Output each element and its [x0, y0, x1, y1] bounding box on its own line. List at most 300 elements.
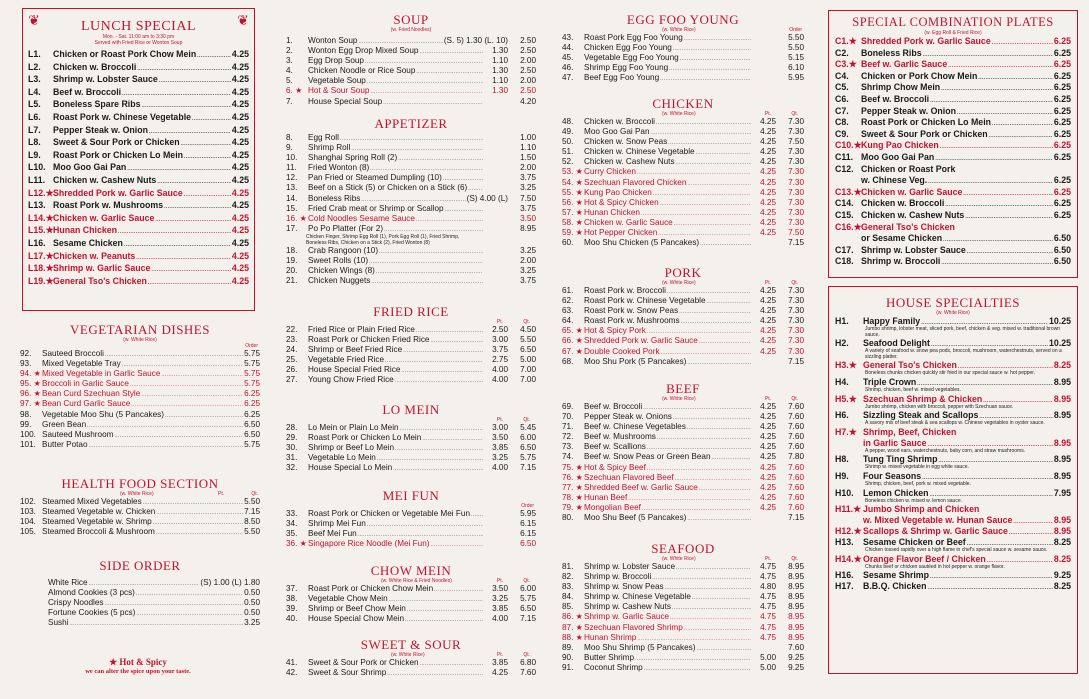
- leader-dots: [1009, 526, 1053, 537]
- menu-item: [835, 117, 1071, 129]
- item-price-large: 7.30: [788, 187, 804, 197]
- menu-item: [28, 136, 249, 149]
- menu-item: [562, 326, 804, 336]
- item-price: 8.95: [1053, 515, 1071, 526]
- appetizer-list: [286, 133, 536, 234]
- item-price-small: 4.80: [760, 582, 776, 592]
- leader-dots: [948, 59, 1053, 71]
- item-number: 41.: [286, 658, 298, 667]
- menu-item: [286, 163, 536, 173]
- item-name: Hunan Chicken: [584, 207, 640, 217]
- item-number: 1.: [286, 36, 293, 45]
- item-name: Wonton Egg Drop Mixed Soup: [308, 46, 419, 56]
- menu-item: [20, 608, 260, 618]
- item-name: Roast Pork w. Mushrooms: [53, 200, 164, 211]
- item-name: Mixed Vegetable Tray: [42, 359, 121, 369]
- menu-item: [562, 33, 804, 43]
- item-name: Moo Goo Gai Pan: [53, 162, 127, 173]
- item-price: 8.25: [1053, 581, 1071, 592]
- item-price: 8.95: [1053, 410, 1071, 421]
- item-name: Vegetable Lo Mein: [308, 453, 376, 463]
- item-name: Vegetable Soup: [308, 76, 366, 86]
- item-name: Sweet & Sour Shrimp: [308, 668, 387, 678]
- item-name: Shrimp Chow Mein: [861, 82, 941, 93]
- menu-item: [28, 275, 249, 288]
- appetizer-list-2: [286, 246, 536, 286]
- item-number: L14.★: [28, 212, 54, 223]
- menu-item: [286, 668, 536, 678]
- leader-dots: [136, 608, 243, 618]
- item-price-small: 1.30: [492, 46, 508, 56]
- item-number: 70.: [562, 412, 574, 422]
- leader-dots: [647, 463, 751, 473]
- leader-dots: [643, 402, 751, 412]
- item-price: 6.25: [1053, 36, 1071, 46]
- item-number: 11.: [286, 163, 297, 173]
- item-price-large: 5.45: [520, 423, 536, 432]
- leader-dots: [692, 592, 751, 602]
- corner-ornament-icon: ❦: [28, 12, 40, 28]
- item-price-small: 3.85: [492, 604, 508, 614]
- menu-item: [562, 653, 804, 663]
- item-number: 22.: [286, 325, 298, 334]
- item-price-large: 3.25: [520, 245, 536, 255]
- leader-dots: [105, 349, 243, 359]
- menu-item: [562, 336, 804, 346]
- item-name: Chicken w. Cashew Nuts: [584, 157, 675, 167]
- leader-dots: [184, 187, 231, 200]
- menu-item: [286, 335, 536, 345]
- menu-item: [28, 212, 249, 225]
- leader-dots: [679, 306, 751, 316]
- leader-dots: [676, 562, 751, 572]
- mei-fun-title: MEI FUN: [382, 488, 440, 503]
- side-list: [20, 578, 260, 628]
- item-number: 20.: [286, 266, 298, 276]
- item-name: Kung Pao Chicken: [861, 140, 939, 151]
- side-order-section: [20, 558, 260, 628]
- menu-item: [835, 488, 1071, 499]
- menu-item: [562, 157, 804, 167]
- item-name: Szechuan Shrimp & Chicken: [863, 393, 983, 404]
- item-number: 19.: [286, 256, 298, 266]
- item-name: Sesame Chicken: [53, 237, 123, 248]
- item-price-small: 3.75: [492, 345, 508, 355]
- leader-dots: [978, 71, 1053, 83]
- item-name: Butter Potao: [42, 439, 88, 449]
- item-number: 102.: [20, 497, 36, 506]
- menu-item: [835, 233, 1071, 245]
- item-price-large: 6.00: [520, 433, 536, 443]
- item-number: 69.: [562, 402, 574, 411]
- item-price-large: 3.75: [520, 276, 536, 286]
- item-name: Chicken or Roast Pork: [861, 163, 956, 174]
- item-price-small: 3.85: [492, 658, 508, 667]
- item-price-large: 2.50: [520, 36, 536, 45]
- leader-dots: [930, 94, 1053, 106]
- item-number: C5.: [835, 82, 849, 93]
- item-name: Sweet & Sour Pork or Chicken: [53, 137, 180, 148]
- item-price-large: 4.20: [520, 96, 536, 106]
- item-name: Vegetable Chow Mein: [308, 594, 388, 604]
- vegetarian-sub: (w. White Rice): [123, 337, 157, 343]
- menu-item: [286, 375, 536, 385]
- item-number: 85.: [562, 602, 574, 612]
- item-name: Shrimp w. Garlic Sauce: [53, 263, 151, 274]
- menu-item: [562, 188, 804, 198]
- menu-item: [20, 588, 260, 598]
- item-name: Steamed Vegetable w. Chicken: [42, 507, 156, 517]
- item-name: Chicken Noodle or Rice Soup: [308, 66, 416, 76]
- item-number: H17.: [835, 581, 854, 592]
- column-3: [556, 0, 810, 699]
- menu-item: [20, 359, 260, 369]
- item-price-large: 5.50: [788, 33, 804, 42]
- item-number: 42.: [286, 668, 298, 678]
- menu-item: [286, 604, 536, 614]
- item-price-small: 4.25: [760, 187, 776, 197]
- leader-dots: [641, 208, 751, 218]
- leader-dots: [361, 194, 465, 204]
- chicken-h1: Pt.: [764, 111, 771, 117]
- lo-mein-list: [286, 423, 536, 473]
- leader-dots: [393, 463, 483, 473]
- leader-dots: [377, 453, 483, 463]
- sweet-sour-list: [286, 658, 536, 678]
- item-price: 4.25: [231, 212, 249, 223]
- item-name: Shrimp or Beef Lo Mein: [308, 443, 395, 453]
- item-number: 30.: [286, 443, 298, 453]
- item-price-large: 7.60: [788, 422, 804, 432]
- leader-dots: [395, 443, 483, 453]
- leader-dots: [69, 618, 243, 628]
- item-price-small: 5.00: [760, 652, 776, 662]
- item-name: Fortune Cookies (5 pcs): [48, 608, 136, 618]
- lunch-special-box: [22, 8, 255, 311]
- beef-sub: (w. White Rice): [662, 396, 696, 402]
- item-number: 62.: [562, 296, 574, 306]
- chow-mein-list: [286, 584, 536, 624]
- egg-foo-young-title: EGG FOO YOUNG: [626, 12, 740, 27]
- menu-item: [562, 357, 804, 367]
- mei-fun-section: [286, 488, 536, 549]
- item-name: Mongolian Beef: [584, 502, 641, 512]
- menu-item: [835, 48, 1071, 60]
- item-price-small: 4.25: [760, 442, 776, 452]
- item-price-small: 4.25: [760, 402, 776, 411]
- item-price: 6.50: [244, 429, 260, 439]
- item-name: Cold Noodles Sesame Sauce: [308, 213, 415, 223]
- item-price-large: 7.15: [788, 356, 804, 366]
- item-price: 4.25: [231, 74, 249, 85]
- item-name: Kung Pao Chicken: [584, 187, 652, 197]
- item-name: Roast Pork or Chicken Chow Mein: [308, 584, 434, 593]
- menu-item: [286, 97, 536, 107]
- item-name: Roast Pork w. Chinese Vegetable: [53, 111, 192, 122]
- menu-item: [562, 347, 804, 357]
- item-price-large: 2.00: [520, 256, 536, 266]
- item-name: General Tso's Chicken: [861, 221, 955, 232]
- menu-item: [562, 178, 804, 188]
- menu-item: [286, 224, 536, 234]
- menu-item: [286, 325, 536, 335]
- item-name: Green Bean: [42, 419, 87, 429]
- menu-item: [835, 94, 1071, 106]
- item-name: Orange Flavor Beef / Chicken: [863, 553, 986, 564]
- item-name: Shrimp w. Cashew Nuts: [584, 602, 671, 612]
- chicken-sub: (w. White Rice): [662, 111, 696, 117]
- leader-dots: [136, 250, 231, 263]
- item-name: Shanghai Spring Roll (2): [308, 153, 398, 163]
- item-price-large: 7.30: [788, 177, 804, 187]
- menu-item: [835, 129, 1071, 141]
- menu-item: [562, 452, 804, 462]
- combo-title: SPECIAL COMBINATION PLATES: [852, 15, 1054, 29]
- item-name: Chicken w. Garlic Sauce: [584, 217, 673, 227]
- item-price-large: 2.00: [520, 76, 536, 86]
- item-price: 4.25: [231, 86, 249, 97]
- leader-dots: [416, 214, 483, 224]
- menu-item: [28, 61, 249, 74]
- leader-dots: [400, 423, 483, 433]
- combo-sub: (w. Egg Roll & Fried Rice): [924, 30, 982, 36]
- item-price-small: 4.25: [760, 422, 776, 432]
- item-number: L2.: [28, 61, 41, 72]
- menu-item: [835, 427, 1071, 438]
- menu-item: [562, 198, 804, 208]
- item-number: 48.: [562, 117, 574, 126]
- item-name: Shrimp w. Lobster Sauce: [53, 74, 158, 85]
- menu-item: [286, 509, 536, 519]
- item-number: H8.: [835, 454, 849, 465]
- fried-rice-h1: Pt.: [496, 319, 503, 325]
- item-price-small: 4.25: [760, 137, 776, 147]
- leader-dots: [945, 198, 1053, 210]
- menu-item: [286, 584, 536, 594]
- menu-item: [562, 53, 804, 63]
- item-number: 46.: [562, 63, 574, 73]
- item-price: 6.25: [1053, 82, 1071, 93]
- item-price-large: 7.30: [788, 157, 804, 167]
- item-price: 6.25: [1053, 47, 1071, 58]
- fried-rice-title: FRIED RICE: [373, 304, 449, 319]
- item-number: 26.: [286, 365, 298, 375]
- platter-note: Chicken Finger, Shrimp Egg Roll (1), Pork Egg Roll (1), Fried Shrimp, Boneless Ribs, Chicken on a Stick (2), Fried Wonton (8): [306, 233, 460, 246]
- item-price-large: 7.60: [788, 482, 804, 492]
- item-price: 4.25: [231, 237, 249, 248]
- leader-dots: [930, 570, 1053, 581]
- spice-note: we can alter the spice upon your taste.: [85, 668, 191, 675]
- menu-item: [562, 63, 804, 73]
- spice-footer: [38, 657, 238, 675]
- item-price-large: 7.15: [520, 614, 536, 624]
- item-name: Beef w. Snow Peas or Green Bean: [584, 452, 711, 462]
- menu-item: [20, 497, 260, 507]
- leader-dots: [445, 204, 483, 214]
- menu-item: [562, 43, 804, 53]
- item-price-large: 7.30: [788, 346, 804, 356]
- leader-dots: [1013, 515, 1052, 526]
- item-name: Hot & Spicy Chicken: [584, 197, 659, 207]
- menu-item: [562, 228, 804, 238]
- item-number: H10.: [835, 487, 854, 498]
- item-price: (S) 1.00 (L) 1.80: [200, 578, 260, 587]
- lo-mein-title: LO MEIN: [382, 402, 440, 417]
- menu-item: [20, 578, 260, 588]
- item-name: Crispy Noodles: [48, 598, 104, 608]
- menu-item: [835, 59, 1071, 71]
- chow-mein-section: [286, 563, 536, 624]
- vegetarian-colh: Order: [245, 343, 258, 349]
- item-number: 7.: [286, 96, 293, 106]
- item-price: 6.25: [244, 399, 260, 409]
- item-name: Szechuan Flavored Chicken: [584, 177, 687, 187]
- item-price: 8.95: [1053, 526, 1071, 537]
- item-number: 16. ★: [286, 213, 307, 223]
- item-number: 79. ★: [562, 502, 583, 512]
- leader-dots: [403, 345, 483, 355]
- item-price-large: 7.60: [520, 668, 536, 678]
- item-price: 5.50: [244, 497, 260, 506]
- menu-item: [286, 519, 536, 529]
- leader-dots: [365, 56, 483, 66]
- item-number: 4.: [286, 66, 293, 76]
- beef-h2: Qt.: [791, 396, 798, 402]
- item-name: Beef Mei Fun: [308, 529, 357, 539]
- item-price-small: 4.25: [760, 296, 776, 306]
- leader-dots: [181, 136, 231, 149]
- leader-dots: [940, 140, 1053, 152]
- leader-dots: [669, 63, 751, 73]
- item-number: C14.: [835, 198, 854, 209]
- item-number: 25.: [286, 355, 298, 365]
- item-price-large: 2.00: [520, 163, 536, 173]
- leader-dots: [675, 473, 751, 483]
- menu-item: [562, 592, 804, 602]
- item-price: 6.25: [1053, 70, 1071, 81]
- menu-item: [286, 76, 536, 86]
- item-price: 4.25: [231, 225, 249, 236]
- item-number: 98.: [20, 409, 32, 419]
- leader-dots: [699, 483, 751, 493]
- item-name: Young Chow Fried Rice: [308, 375, 394, 385]
- leader-dots: [967, 245, 1053, 257]
- item-price-large: 3.25: [520, 266, 536, 276]
- item-price-small: 4.00: [492, 614, 508, 624]
- item-description: Shrimp, chicken, beef w. mixed vegetables.: [865, 386, 961, 393]
- item-description: Jumbo shrimp, chicken with broccoli, pepper with Szechuan sauce.: [865, 403, 1014, 410]
- item-name: Jumbo Shrimp and Chicken: [863, 504, 980, 515]
- menu-item: [20, 399, 260, 409]
- beef-list: [562, 402, 804, 523]
- item-number: 94. ★: [20, 369, 41, 379]
- item-price-large: 7.30: [788, 336, 804, 346]
- item-number: C9.: [835, 128, 849, 139]
- item-number: H11.★: [835, 504, 861, 515]
- item-number: 86. ★: [562, 612, 583, 622]
- house-list: [835, 316, 1071, 592]
- item-name: Shrimp w. Broccoli: [861, 256, 941, 267]
- item-price-large: 8.95: [788, 612, 804, 622]
- item-price-large: 7.30: [788, 117, 804, 126]
- menu-item: [20, 507, 260, 517]
- item-description: Boneless chicken w. mixed w. lemon sauce.: [865, 497, 962, 504]
- leader-dots: [431, 335, 484, 345]
- leader-dots: [358, 529, 483, 539]
- seafood-list: [562, 562, 804, 673]
- menu-item: [20, 618, 260, 628]
- item-number: 21.: [286, 276, 298, 286]
- menu-item: [562, 306, 804, 316]
- item-name: Chicken w. Chinese Vegetable: [584, 147, 695, 157]
- leader-dots: [370, 86, 483, 96]
- menu-item: [286, 355, 536, 365]
- item-name: Roast Pork or Chicken Lo Mein: [53, 149, 184, 160]
- item-price: 0.50: [244, 608, 260, 618]
- leader-dots: [983, 394, 1053, 405]
- menu-item: [20, 527, 260, 537]
- item-price-small: 3.25: [492, 453, 508, 463]
- item-name: Triple Crown: [863, 376, 917, 387]
- leader-dots: [684, 33, 751, 43]
- item-price-large: 9.25: [788, 652, 804, 662]
- item-price-large: 5.00: [520, 355, 536, 365]
- menu-item: [286, 86, 536, 96]
- item-name: Vegetable Egg Foo Young: [584, 53, 679, 63]
- item-price-small: 4.25: [760, 336, 776, 346]
- item-number: 90.: [562, 652, 574, 662]
- item-name: Bean Curd Garlic Sauce: [42, 399, 131, 409]
- menu-item: [20, 369, 260, 379]
- item-price-small: 4.25: [760, 207, 776, 217]
- item-price-large: 7.15: [788, 513, 804, 523]
- menu-item: [835, 210, 1071, 222]
- leader-dots: [712, 452, 751, 462]
- leader-dots: [143, 497, 243, 507]
- item-name: w. Mixed Vegetable w. Hunan Sauce: [863, 515, 1013, 526]
- item-price-large: 7.60: [788, 462, 804, 472]
- item-name: Roast Pork or Chicken Lo Mein: [308, 433, 422, 443]
- item-price-large: 7.50: [788, 228, 804, 238]
- leader-dots: [674, 218, 751, 228]
- item-price: 0.50: [244, 588, 260, 598]
- item-name: Boneless Ribs: [861, 47, 922, 58]
- menu-item: [562, 562, 804, 572]
- egg-foo-young-list: [562, 33, 804, 83]
- item-name: Wonton Soup: [308, 36, 358, 45]
- leader-dots: [131, 399, 243, 409]
- menu-item: [562, 218, 804, 228]
- pork-h1: Pt.: [764, 280, 771, 286]
- item-number: 67. ★: [562, 346, 583, 356]
- leader-dots: [159, 73, 231, 86]
- leader-dots: [420, 658, 483, 668]
- item-price-small: 4.00: [492, 463, 508, 473]
- menu-item: [28, 149, 249, 162]
- menu-item: [286, 463, 536, 473]
- item-description: Chunks beef or chicken sautéed in hot pepper w. orange flavor.: [865, 563, 1005, 570]
- menu-item: [562, 73, 804, 83]
- item-name: Moo Goo Gai Pan: [861, 151, 935, 162]
- menu-item: [562, 286, 804, 296]
- item-name: Shredded Pork w. Garlic Sauce: [584, 336, 698, 346]
- item-name: Szechuan Flavored Beef: [584, 472, 674, 482]
- item-number: 35.: [286, 529, 298, 539]
- item-name: Sweet & Sour Pork or Chicken: [308, 658, 419, 667]
- combo-list: [835, 36, 1071, 268]
- item-description: A variety of seafood w. snow pea pods, broccoli, mushroom, waterchestnuts, served on a sizzling platter.: [865, 348, 1062, 360]
- menu-item: [286, 143, 536, 153]
